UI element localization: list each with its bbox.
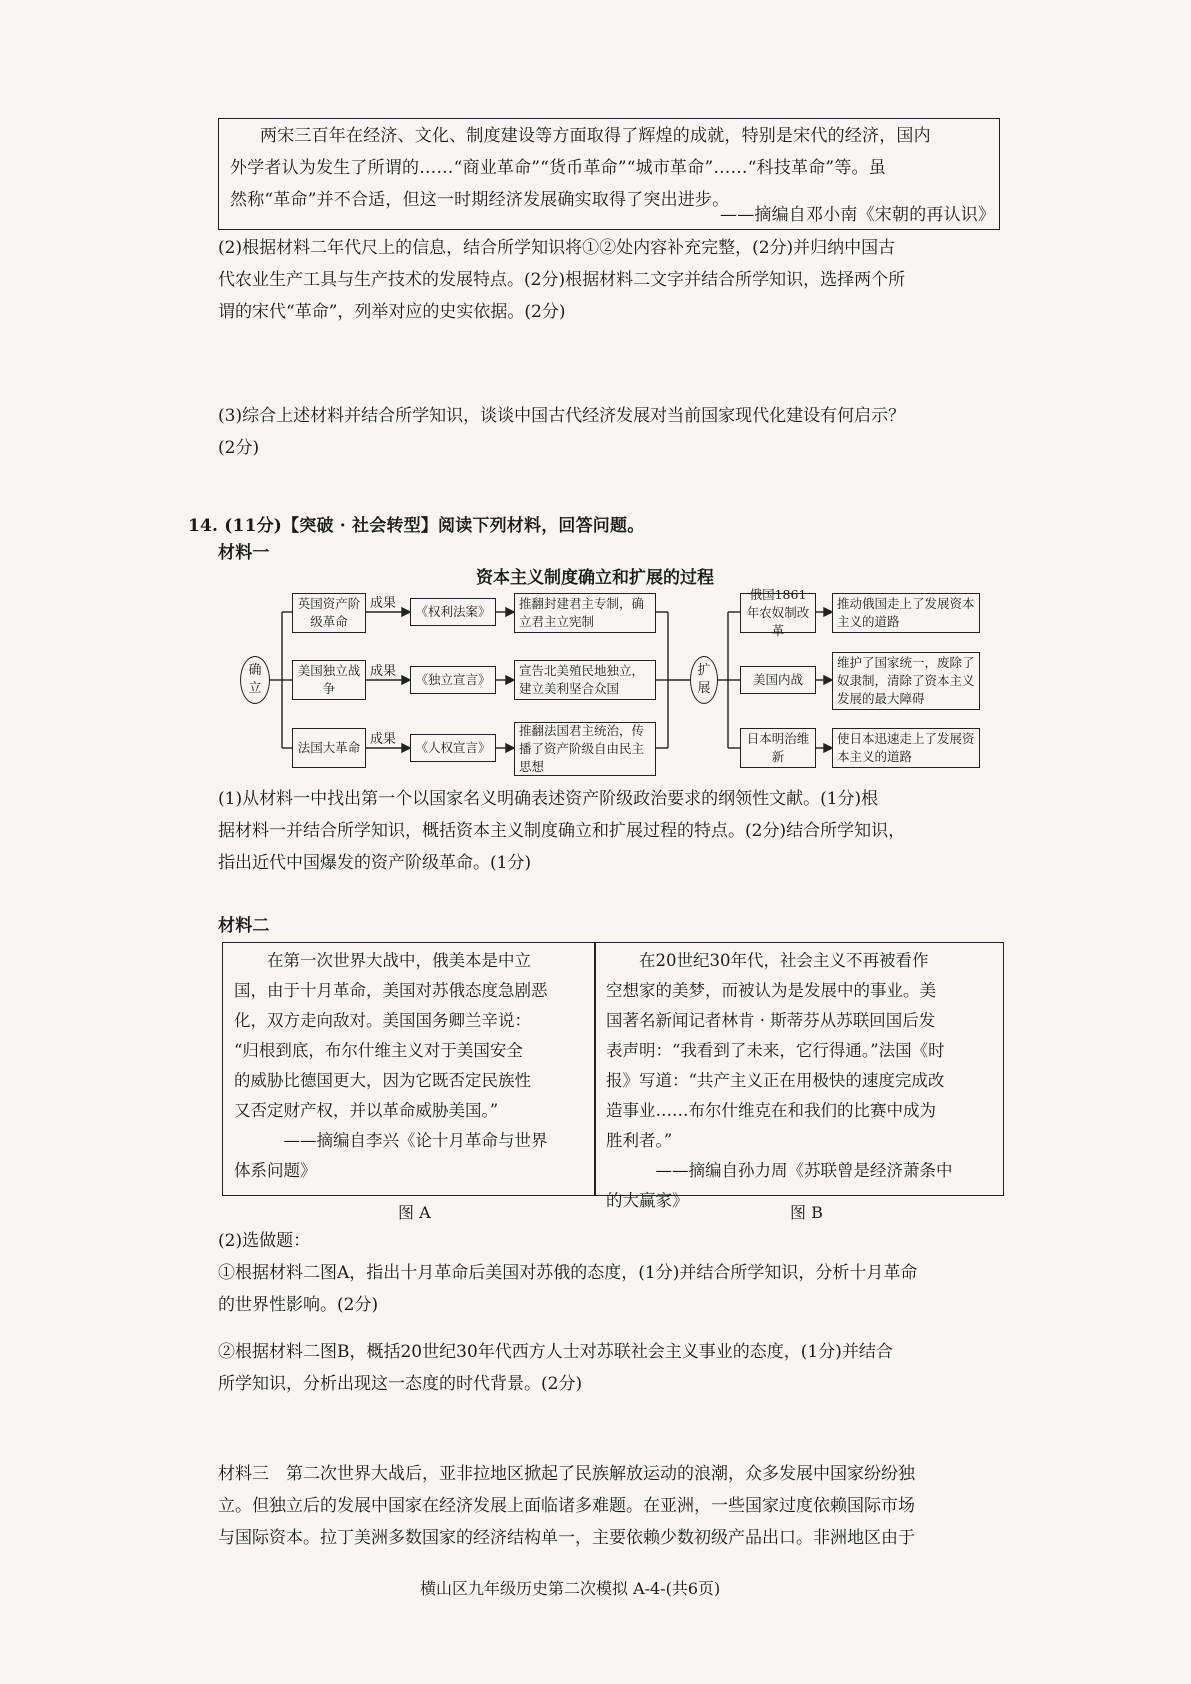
text-line: “归根到底，布尔什维主义对于美国安全 [234, 1041, 523, 1060]
text-line: (3)综合上述材料并结合所学知识，谈谈中国古代经济发展对当前国家现代化建设有何启示？ [218, 406, 906, 426]
text-line: 报》写道：“共产主义正在用极快的速度完成改 [606, 1071, 945, 1090]
text-line: 表声明：“我看到了未来，它行得通。”法国《时 [606, 1041, 945, 1060]
text-line: (2分) [218, 438, 260, 458]
material1-label: 材料一 [218, 543, 270, 563]
material2-label: 材料二 [218, 916, 270, 936]
text-line: 所学知识，分析出现这一态度的时代背景。(2分) [218, 1374, 583, 1394]
page-footer: 横山区九年级历史第二次模拟 A-4-(共6页) [420, 1579, 721, 1598]
q13-sub3 [218, 400, 1018, 464]
fig-a-caption: 图 A [398, 1203, 431, 1222]
text-line: 化，双方走向敌对。美国国务卿兰辛说： [234, 1011, 531, 1030]
result-label: 成果 [370, 732, 397, 747]
fig-a-text [224, 946, 594, 1186]
text-line: (1)从材料一中找出第一个以国家名义明确表述资产阶级政治要求的纲领性文献。(1分)根 [218, 789, 879, 809]
text-line: ①根据材料二图A，指出十月革命后美国对苏俄的态度，(1分)并结合所学知识，分析十月革命 [218, 1263, 918, 1283]
q14-sub2-opt2 [218, 1336, 1018, 1400]
effect-box: 推翻法国君主统治，传播了资产阶级自由民主思想 [514, 722, 656, 776]
event-box: 英国资产阶级革命 [292, 593, 366, 633]
event-box: 美国独立战争 [292, 660, 366, 700]
text-line: 的世界性影响。(2分) [218, 1295, 379, 1315]
text-line: 国，由于十月革命，美国对苏俄态度急剧恶 [234, 981, 548, 1000]
result-label: 成果 [370, 596, 397, 611]
text-line: 谓的宋代“革命”，列举对应的史实依据。(2分) [218, 302, 566, 322]
text-line: 空想家的美梦，而被认为是发展中的事业。美 [606, 981, 936, 1000]
text-line: 又否定财产权，并以革命威胁美国。” [234, 1101, 499, 1120]
quote-line: 外学者认为发生了所谓的……“商业革命”“货币革命”“城市革命”……“科技革命”等。虽 [230, 158, 886, 178]
text-line: (2)根据材料二年代尺上的信息，结合所学知识将①②处内容补充完整，(2分)并归纳中国古 [218, 238, 896, 258]
quote-source: ——摘编自邓小南《宋朝的再认识》 [720, 205, 996, 225]
text-line: ②根据材料二图B，概括20世纪30年代西方人士对苏联社会主义事业的态度，(1分)并结合 [218, 1342, 893, 1362]
event-box: 美国内战 [740, 666, 816, 694]
doc-box: 《权利法案》 [410, 598, 496, 626]
material3 [218, 1458, 1018, 1554]
q13-sub2 [218, 232, 1018, 328]
text-line: 材料三 第二次世界大战后，亚非拉地区掀起了民族解放运动的浪潮，众多发展中国家纷纷独 [218, 1464, 915, 1484]
establish-oval: 确立 [240, 656, 270, 704]
quote-line: 然称“革命”并不合适，但这一时期经济发展确实取得了突出进步。 [230, 190, 730, 210]
text-line: 代农业生产工具与生产技术的发展特点。(2分)根据材料二文字并结合所学知识，选择两个所 [218, 270, 906, 290]
expand-oval: 扩展 [690, 656, 718, 704]
text-line: 指出近代中国爆发的资产阶级革命。(1分) [218, 853, 532, 873]
q14-header: 14. (11分)【突破 · 社会转型】阅读下列材料，回答问题。 [188, 516, 645, 536]
text-line: ——摘编自李兴《论十月革命与世界 [283, 1131, 548, 1150]
event-box: 法国大革命 [292, 728, 366, 768]
fig-b-caption: 图 B [790, 1203, 823, 1222]
q14-sub1 [218, 783, 1018, 879]
q14-sub2 [218, 1225, 1018, 1321]
text-line: 体系问题》 [234, 1161, 317, 1180]
doc-box: 《人权宣言》 [410, 734, 496, 762]
result-label: 成果 [370, 664, 397, 679]
text-line: 在20世纪30年代，社会主义不再被看作 [639, 951, 929, 970]
text-line: 立。但独立后的发展中国家在经济发展上面临诸多难题。在亚洲，一些国家过度依赖国际市场 [218, 1496, 915, 1516]
text-line: (2)选做题： [218, 1231, 311, 1251]
event-box: 俄国1861年农奴制改革 [740, 593, 816, 633]
quote-line: 两宋三百年在经济、文化、制度建设等方面取得了辉煌的成就，特别是宋代的经济，国内 [260, 126, 931, 146]
effect-box: 维护了国家统一，废除了奴隶制，清除了资本主义发展的最大障碍 [832, 652, 980, 710]
text-line: 胜利者。” [606, 1131, 673, 1150]
text-line: 与国际资本。拉丁美洲多数国家的经济结构单一，主要依赖少数初级产品出口。非洲地区由于 [218, 1528, 915, 1548]
effect-box: 推动俄国走上了发展资本主义的道路 [832, 593, 980, 633]
text-line: 在第一次世界大战中，俄美本是中立 [267, 951, 531, 970]
text-line: ——摘编自孙力周《苏联曾是经济萧条中 [655, 1161, 953, 1180]
effect-box: 使日本迅速走上了发展资本主义的道路 [832, 728, 980, 768]
text-line: 的大赢家》 [606, 1191, 689, 1210]
fig-b-text [596, 946, 1002, 1216]
effect-box: 推翻封建君主专制，确立君主立宪制 [514, 593, 656, 633]
doc-box: 《独立宣言》 [410, 666, 496, 694]
effect-box: 宣告北美殖民地独立，建立美利坚合众国 [514, 660, 656, 700]
text-line: 造事业……布尔什维克在和我们的比赛中成为 [606, 1101, 936, 1120]
event-box: 日本明治维新 [740, 728, 816, 768]
text-line: 的威胁比德国更大，因为它既否定民族性 [234, 1071, 531, 1090]
text-line: 国著名新闻记者林肯 · 斯蒂芬从苏联回国后发 [606, 1011, 936, 1030]
text-line: 据材料一并结合所学知识，概括资本主义制度确立和扩展过程的特点。(2分)结合所学知识， [218, 821, 906, 841]
diagram-title: 资本主义制度确立和扩展的过程 [476, 568, 714, 588]
